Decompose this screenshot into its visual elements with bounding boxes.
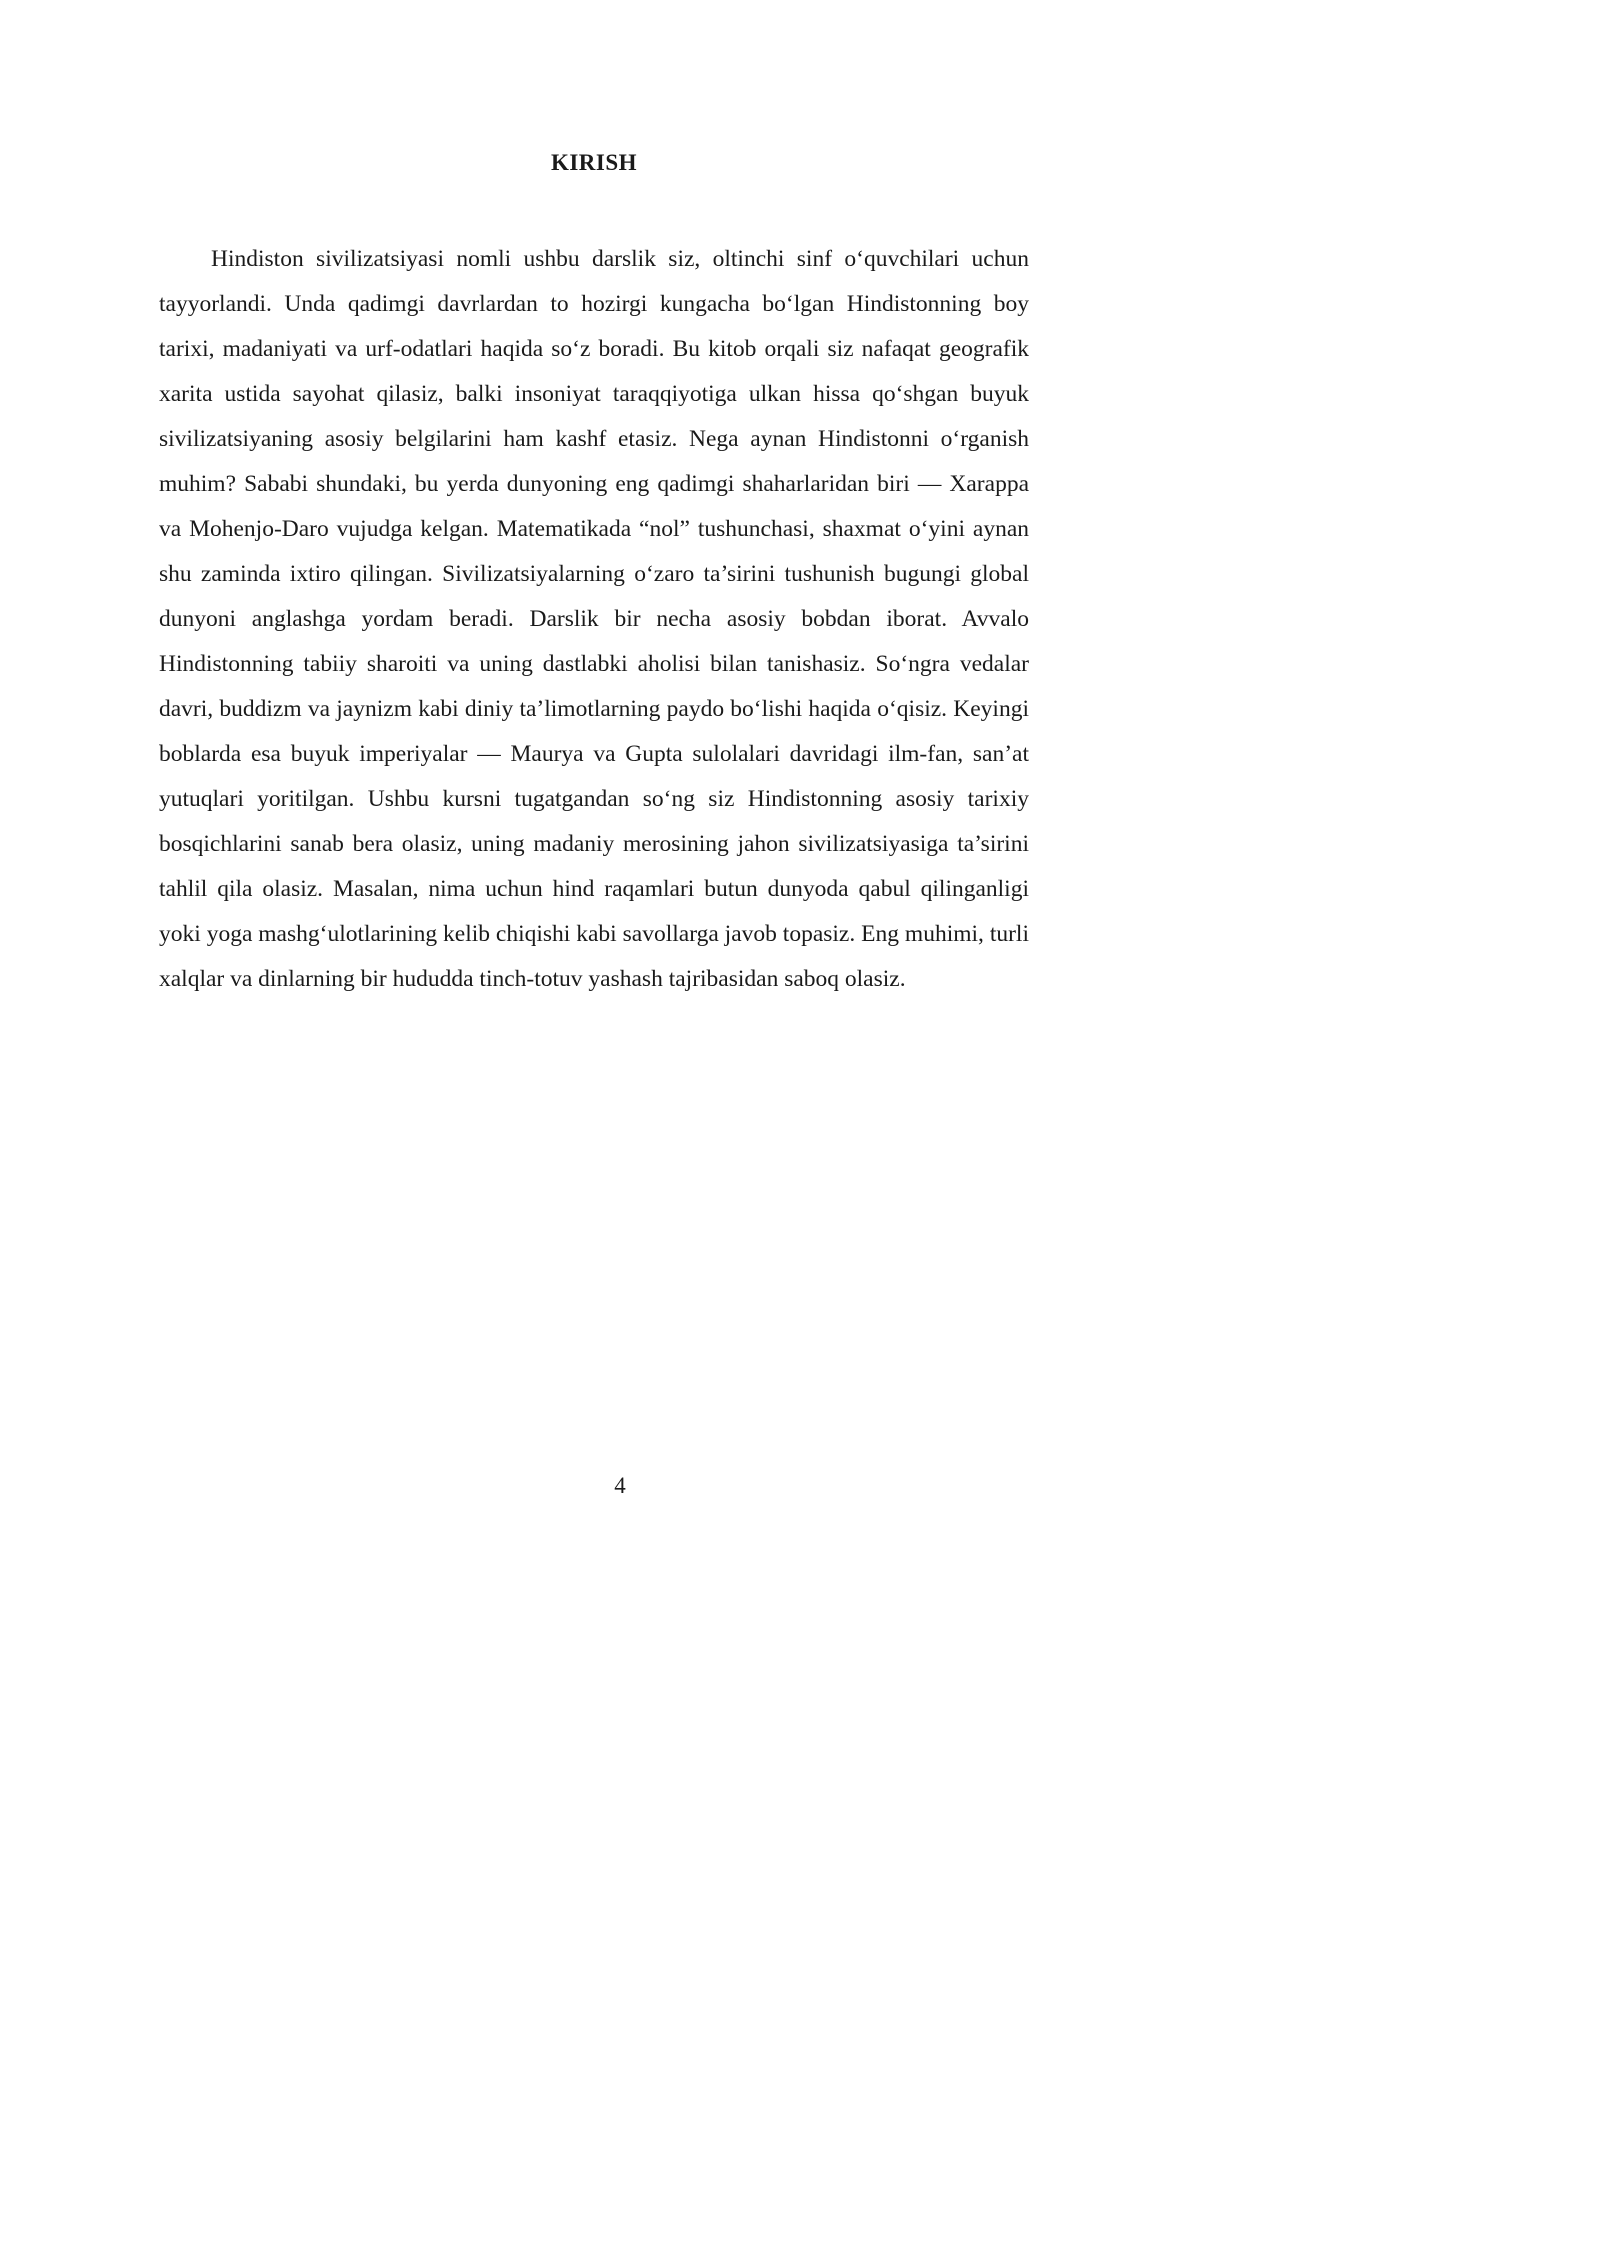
page-title: KIRISH xyxy=(550,150,638,175)
body-paragraph: Hindiston sivilizatsiyasi nomli ushbu darslik siz, oltinchi sinf o‘quvchilari uchun tayyorlandi. Unda qadimgi davrlardan to hozirgi kungacha bo‘lgan Hindistonning boy tarixi, madaniyati va urf-odatlari haqida so‘z boradi. Bu kitob orqali siz nafaqat geografik xarita ustida sayohat qilasiz, balki insoniyat taraqqiyotiga ulkan hissa qo‘shgan buyuk sivilizatsiyaning asosiy belgilarini ham kashf etasiz. Nega aynan Hindistonni o‘rganish muhim? Sababi shundaki, bu yerda dunyoning eng qadimgi shaharlaridan biri — Xarappa va Mohenjo-Daro vujudga kelgan. Matematikada “nol” tushunchasi, shaxmat o‘yini aynan shu zaminda ixtiro qilingan. Sivilizatsiyalarning o‘zaro ta’sirini tushunish bugungi global dunyoni anglashga yordam beradi. Darslik bir necha asosiy bobdan iborat. Avvalo Hindistonning tabiiy sharoiti va uning dastlabki aholisi bilan tanishasiz. So‘ngra vedalar davri, buddizm va jaynizm kabi diniy ta’limotlarning paydo bo‘lishi haqida o‘qisiz. Keyingi boblarda esa buyuk imperiyalar — Maurya va Gupta sulolalari davridagi ilm-fan, san’at yutuqlari yoritilgan. Ushbu kursni tugatgandan so‘ng siz Hindistonning asosiy tarixiy bosqichlarini sanab bera olasiz, uning madaniy merosining jahon sivilizatsiyasiga ta’sirini tahlil qila olasiz. Masalan, nima uchun hind raqamlari butun dunyoda qabul qilinganligi yoki yoga mashg‘ulotlarining kelib chiqishi kabi savollarga javob topasiz. Eng muhimi, turli xalqlar va dinlarning bir hududda tinch-totuv yashash tajribasidan saboq olasiz. xyxy=(159,246,1029,992)
document-page xyxy=(0,0,1104,1561)
page-number: 4 xyxy=(614,1473,626,1498)
